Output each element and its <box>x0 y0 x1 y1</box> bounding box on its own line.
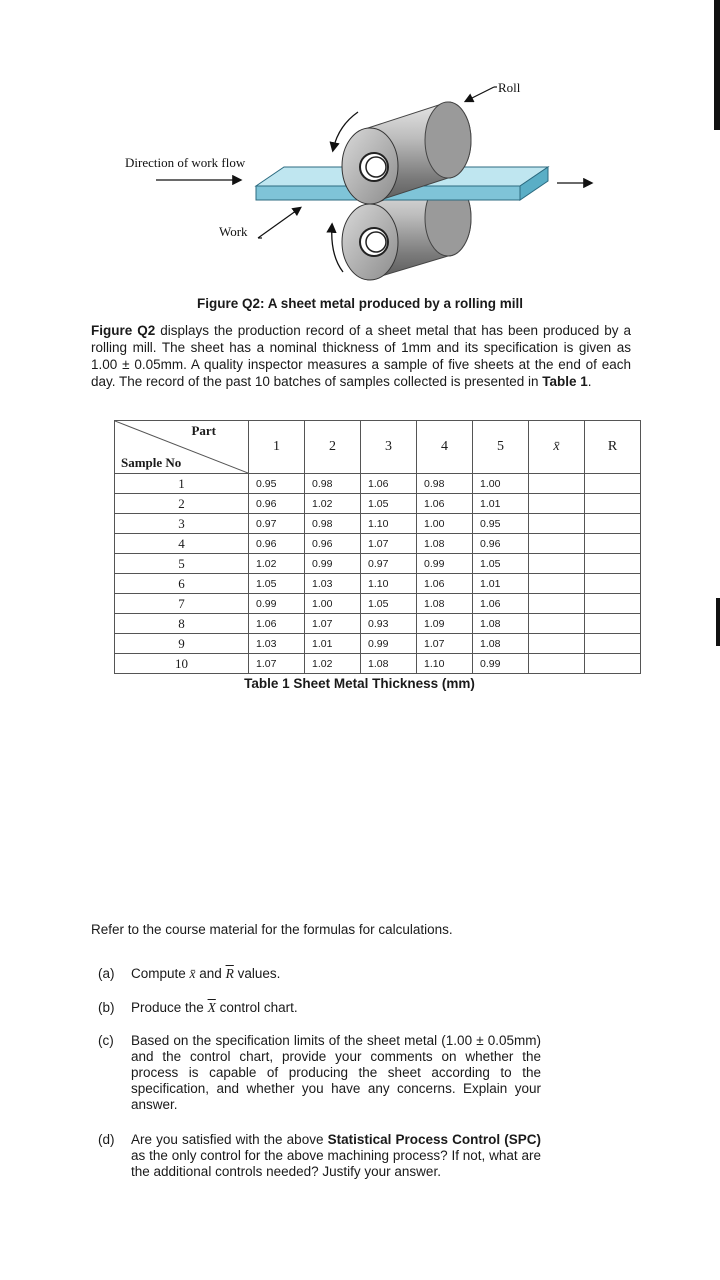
r-cell <box>585 514 641 534</box>
table-row <box>115 514 641 534</box>
thickness-cell: 0.99 <box>473 654 529 674</box>
thickness-cell: 1.06 <box>361 474 417 494</box>
thickness-cell: 1.07 <box>361 534 417 554</box>
header-sample-no: Sample No <box>121 455 182 470</box>
intro-text-2: . <box>587 374 592 389</box>
thickness-cell: 1.08 <box>473 634 529 654</box>
r-cell <box>585 494 641 514</box>
thickness-cell: 1.09 <box>417 614 473 634</box>
thickness-cell: 0.97 <box>249 514 305 534</box>
sample-no-cell: 10 <box>115 654 249 674</box>
question-d <box>98 1132 541 1180</box>
figure-caption: Figure Q2: A sheet metal produced by a rolling mill <box>196 296 524 311</box>
thickness-cell: 0.97 <box>361 554 417 574</box>
sample-no-cell: 7 <box>115 594 249 614</box>
thickness-cell: 0.96 <box>249 534 305 554</box>
intro-paragraph <box>91 322 631 390</box>
xbar-cell <box>529 654 585 674</box>
thickness-cell: 1.05 <box>249 574 305 594</box>
thickness-cell: 1.01 <box>473 574 529 594</box>
r-cell <box>585 534 641 554</box>
thickness-cell: 1.08 <box>473 614 529 634</box>
question-c-text: Based on the specification limits of the sheet metal (1.00 ± 0.05mm) and the control chart, provide your comments on whether the process is capable of producing the sheet according to the specification, and whether you have any concerns. Explain your answer. <box>131 1033 541 1112</box>
thickness-cell: 0.99 <box>305 554 361 574</box>
thickness-cell: 1.00 <box>305 594 361 614</box>
sample-no-cell: 3 <box>115 514 249 534</box>
question-c-label: (c) <box>98 1033 114 1048</box>
thickness-cell: 0.96 <box>249 494 305 514</box>
thickness-cell: 1.03 <box>249 634 305 654</box>
r-cell <box>585 654 641 674</box>
roll-leader-arrow <box>466 87 494 101</box>
xbar-cell <box>529 534 585 554</box>
thickness-cell: 1.00 <box>417 514 473 534</box>
r-cell <box>585 554 641 574</box>
sample-no-cell: 5 <box>115 554 249 574</box>
intro-text-1: displays the production record of a sheet metal that has been produced by a rolling mill. The sheet has a nominal thickness of 1mm and its specification is given as 1.00 ± 0.05mm. A quality inspector measures a sample of five sheets at the end of each day. The record of the past 10 batches of samples collected is presented in <box>91 323 631 389</box>
question-a-label: (a) <box>98 966 115 981</box>
thickness-cell: 1.08 <box>361 654 417 674</box>
thickness-cell: 0.98 <box>305 474 361 494</box>
r-cell <box>585 634 641 654</box>
thickness-cell: 1.02 <box>249 554 305 574</box>
r-cell <box>585 574 641 594</box>
question-c <box>98 1033 541 1113</box>
table-row <box>115 494 641 514</box>
question-d-bold: Statistical Process Control (SPC) <box>327 1132 541 1147</box>
header-diagonal-cell <box>115 421 249 474</box>
question-b-label: (b) <box>98 1000 115 1015</box>
roll-label: Roll <box>498 80 521 95</box>
thickness-cell: 1.10 <box>417 654 473 674</box>
thickness-cell: 1.03 <box>305 574 361 594</box>
thickness-cell: 1.05 <box>361 594 417 614</box>
question-a-post: values. <box>233 966 281 981</box>
intro-bold-tail: Table 1 <box>542 374 588 389</box>
question-a-mid: and <box>195 966 226 981</box>
question-a-pre: Compute <box>131 966 190 981</box>
question-d-label: (d) <box>98 1132 115 1147</box>
thickness-cell: 0.99 <box>249 594 305 614</box>
thickness-cell: 0.95 <box>473 514 529 534</box>
header-col-2: 2 <box>305 421 361 474</box>
thickness-cell: 1.06 <box>417 494 473 514</box>
thickness-cell: 1.08 <box>417 594 473 614</box>
table-row <box>115 554 641 574</box>
sample-no-cell: 9 <box>115 634 249 654</box>
thickness-cell: 1.07 <box>417 634 473 654</box>
header-col-xbar: x̄ <box>529 421 585 474</box>
thickness-cell: 0.99 <box>361 634 417 654</box>
thickness-cell: 1.06 <box>473 594 529 614</box>
table-row <box>115 654 641 674</box>
xbar-cell <box>529 614 585 634</box>
sample-no-cell: 2 <box>115 494 249 514</box>
table-row <box>115 614 641 634</box>
xbar-cell <box>529 594 585 614</box>
r-cell <box>585 594 641 614</box>
xbar-cell <box>529 494 585 514</box>
r-cell <box>585 614 641 634</box>
header-col-1: 1 <box>249 421 305 474</box>
xbar-cell <box>529 574 585 594</box>
header-col-3: 3 <box>361 421 417 474</box>
thickness-cell: 0.96 <box>305 534 361 554</box>
xbar-symbol: x̄ <box>189 966 196 981</box>
thickness-cell: 1.07 <box>305 614 361 634</box>
question-b <box>98 1000 541 1016</box>
table-row <box>115 534 641 554</box>
table-row <box>115 574 641 594</box>
thickness-cell: 1.06 <box>249 614 305 634</box>
direction-label: Direction of work flow <box>125 155 246 170</box>
scan-edge-top <box>714 0 720 130</box>
thickness-cell: 1.07 <box>249 654 305 674</box>
xbar-cell <box>529 554 585 574</box>
question-d-pre: Are you satisfied with the above <box>131 1132 328 1147</box>
question-d-post: as the only control for the above machining process? If not, what are the additional controls needed? Justify your answer. <box>131 1148 541 1179</box>
thickness-cell: 1.01 <box>305 634 361 654</box>
sample-no-cell: 4 <box>115 534 249 554</box>
sample-no-cell: 1 <box>115 474 249 494</box>
table-header-row <box>115 421 641 474</box>
question-b-pre: Produce the <box>131 1000 208 1015</box>
rolling-mill-figure <box>0 0 720 300</box>
thickness-cell: 0.93 <box>361 614 417 634</box>
header-col-5: 5 <box>473 421 529 474</box>
thickness-cell: 0.98 <box>417 474 473 494</box>
thickness-cell: 1.08 <box>417 534 473 554</box>
thickness-cell: 1.06 <box>417 574 473 594</box>
xbar-cell <box>529 474 585 494</box>
header-col-r: R <box>585 421 641 474</box>
thickness-cell: 1.02 <box>305 654 361 674</box>
thickness-cell: 1.10 <box>361 574 417 594</box>
xbar-chart-symbol: $\overline{X}$ <box>207 1000 216 1015</box>
thickness-cell: 1.05 <box>361 494 417 514</box>
thickness-cell: 0.95 <box>249 474 305 494</box>
intro-bold-lead: Figure Q2 <box>91 323 156 338</box>
thickness-cell: 0.96 <box>473 534 529 554</box>
scan-edge-middle <box>716 598 720 646</box>
header-col-4: 4 <box>417 421 473 474</box>
header-part: Part <box>191 423 216 438</box>
lower-rotation-arrow <box>332 225 343 272</box>
rbar-symbol: $\overline{R}$ <box>225 966 234 981</box>
r-cell <box>585 474 641 494</box>
thickness-cell: 1.00 <box>473 474 529 494</box>
question-b-post: control chart. <box>215 1000 298 1015</box>
thickness-cell: 0.99 <box>417 554 473 574</box>
table-row <box>115 634 641 654</box>
xbar-cell <box>529 634 585 654</box>
question-a <box>98 966 541 982</box>
thickness-table <box>114 420 641 674</box>
work-label: Work <box>219 224 248 239</box>
table-caption: Table 1 Sheet Metal Thickness (mm) <box>244 676 475 691</box>
work-leader-arrow <box>258 208 300 238</box>
thickness-cell: 1.02 <box>305 494 361 514</box>
sample-no-cell: 6 <box>115 574 249 594</box>
refer-note: Refer to the course material for the formulas for calculations. <box>91 922 453 937</box>
table-row <box>115 474 641 494</box>
table-row <box>115 594 641 614</box>
sample-no-cell: 8 <box>115 614 249 634</box>
xbar-cell <box>529 514 585 534</box>
thickness-cell: 1.10 <box>361 514 417 534</box>
thickness-cell: 1.01 <box>473 494 529 514</box>
thickness-cell: 0.98 <box>305 514 361 534</box>
thickness-cell: 1.05 <box>473 554 529 574</box>
